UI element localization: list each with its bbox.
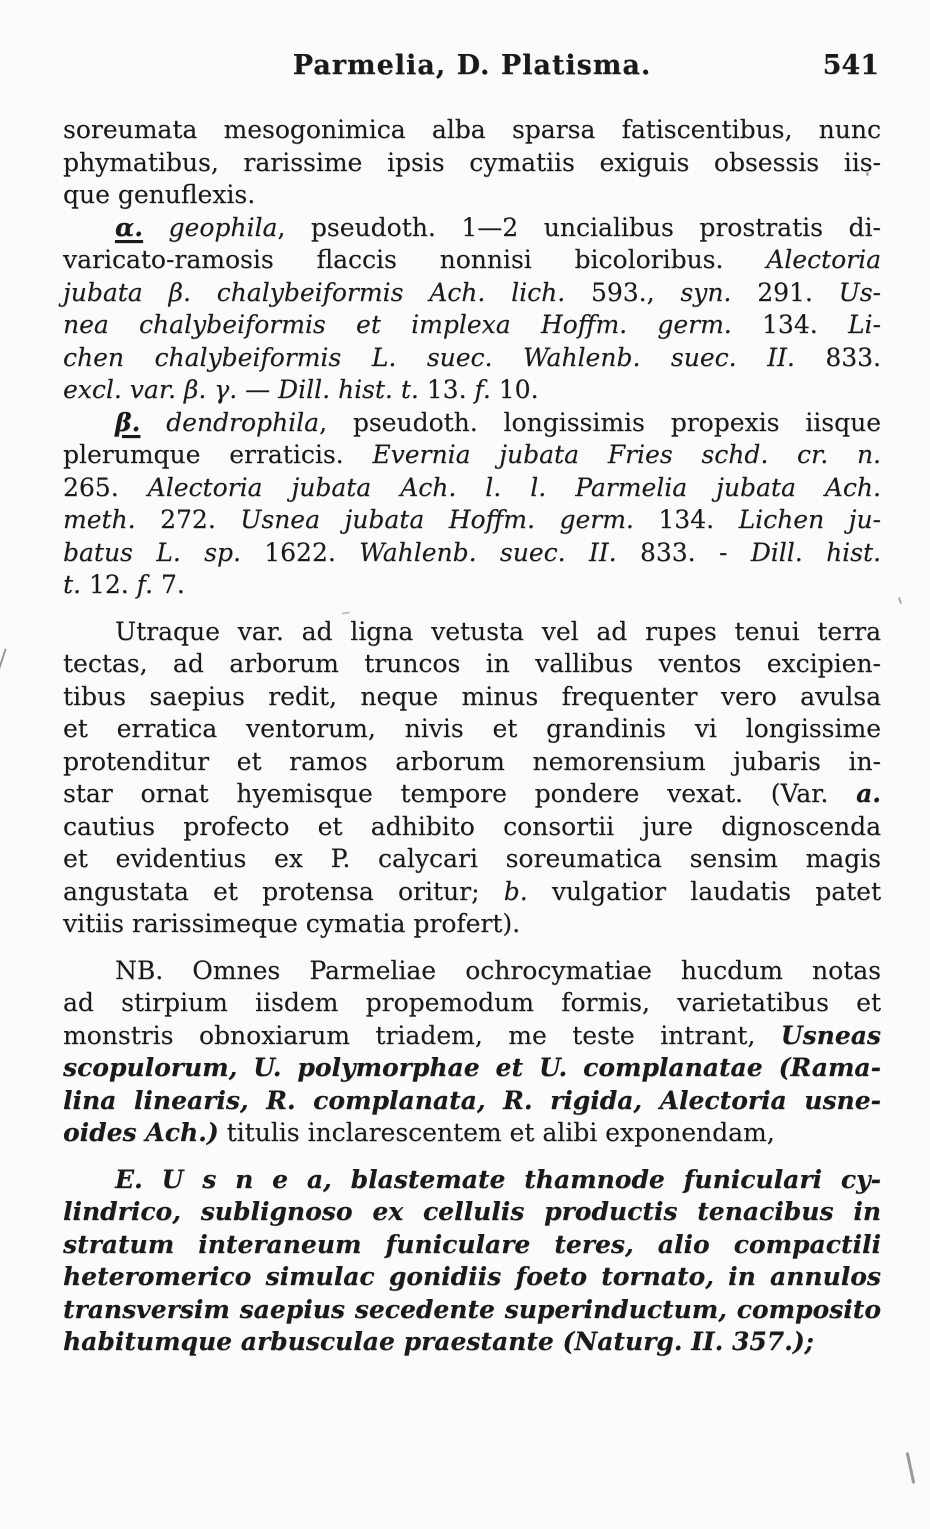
text-segment: 833. [825, 342, 881, 372]
text-segment: habitumque arbusculae praestante (Naturg. II. 357.); [63, 1327, 814, 1356]
text-segment: 593., [590, 277, 681, 307]
text-segment: 10. [498, 375, 539, 404]
text-segment: 1622. [264, 537, 360, 567]
text-segment: vitiis rarissimeque cymatia profert). [63, 909, 521, 938]
text-line [63, 908, 881, 941]
text-line [63, 569, 881, 602]
text-line [63, 1085, 881, 1118]
text-segment: b. [503, 876, 528, 906]
text-segment: Usnea jubata Hoffm. germ. [240, 505, 659, 534]
text-segment: phymatibus, rarissime ipsis cymatiis exiguis obsessis iis- [63, 147, 881, 177]
text-segment: tectas, ad arborum truncos in vallibus ventos excipien- [63, 649, 881, 678]
page-number: 541 [822, 50, 879, 81]
text-line [63, 537, 881, 570]
text-segment: f. [474, 375, 499, 404]
text-segment: vulgatior laudatis patet [527, 876, 882, 906]
paragraph [63, 1164, 881, 1359]
text-segment: , pseudoth. longissimis propexis iisque [319, 407, 881, 437]
text-segment [143, 213, 169, 242]
text-line [63, 277, 881, 310]
text-line [63, 212, 881, 245]
text-segment: E. U s n e a, blastemate thamnode funiculari cy- [115, 1164, 881, 1194]
text-segment: titulis inclarescentem et alibi exponendam, [218, 1118, 775, 1147]
text-segment: Usneas [780, 1020, 881, 1050]
text-segment: meth. [63, 505, 161, 534]
text-segment: 7. [160, 570, 185, 599]
text-line [63, 616, 881, 649]
text-segment: 833. - [639, 537, 751, 567]
text-segment: Wahlenb. suec. II. [359, 537, 640, 567]
text-line [63, 309, 881, 342]
text-line [63, 1196, 881, 1229]
text-line [63, 147, 881, 180]
text-segment: t. [63, 570, 89, 599]
text-line [63, 1261, 881, 1294]
text-line [63, 713, 881, 746]
text-segment: oides Ach.) [63, 1118, 219, 1147]
running-title: Parmelia, D. Platisma. [292, 50, 652, 81]
text-segment: jubata β. chalybeiformis Ach. lich. [63, 277, 591, 307]
text-segment: Li- [847, 310, 881, 339]
text-segment: Dill. hist. [750, 537, 881, 567]
text-line [63, 244, 881, 277]
text-segment: que genuflexis. [63, 180, 256, 209]
text-line [63, 778, 881, 811]
text-line [63, 407, 881, 440]
text-segment: 134. [762, 310, 848, 339]
page-body [63, 114, 881, 1359]
text-segment: batus L. sp. [63, 537, 265, 567]
text-segment: 134. [658, 505, 739, 534]
text-line [63, 876, 881, 909]
text-segment: NB. Omnes Parmeliae ochrocymatiae hucdum notas [115, 955, 881, 985]
text-segment [140, 408, 166, 437]
text-segment: syn. [680, 277, 758, 307]
text-line [63, 342, 881, 375]
text-line [63, 1164, 881, 1197]
text-segment: monstris obnoxiarum triadem, me teste intrant, [63, 1020, 781, 1050]
text-segment: geophila [168, 212, 278, 242]
text-segment: Us- [838, 277, 882, 307]
text-segment: ad stirpium iisdem propemodum formis, varietatibus et [63, 988, 881, 1017]
text-segment: heteromerico simulac gonidiis foeto tornato, in annulos [63, 1262, 881, 1291]
text-line [63, 472, 881, 505]
text-segment: Evernia jubata Fries schd. cr. n. [372, 440, 881, 469]
text-segment: 272. [160, 505, 241, 534]
text-line [63, 648, 881, 681]
text-segment: transversim saepius secedente superinductum, composito [63, 1294, 881, 1324]
text-line [63, 987, 881, 1020]
text-segment: Lichen ju- [738, 505, 881, 534]
text-segment: lina linearis, R. complanata, R. rigida, Alectoria usne- [63, 1085, 881, 1115]
text-segment: scopulorum, U. polymorphae et U. complanatae (Rama- [63, 1053, 881, 1082]
text-segment: 291. [757, 277, 839, 307]
text-line [63, 374, 881, 407]
text-line [63, 955, 881, 988]
text-segment: f. [136, 570, 161, 599]
text-line [63, 179, 881, 212]
text-segment: excl. var. β. γ. — Dill. hist. t. [63, 375, 427, 404]
text-segment: 12. [88, 570, 137, 599]
text-segment: angustata et protensa oritur; [63, 876, 504, 906]
text-segment: varicato-ramosis flaccis nonnisi bicoloribus. [63, 245, 767, 274]
text-line [63, 1294, 881, 1327]
text-segment: nea chalybeiformis et implexa Hoffm. germ. [63, 310, 763, 339]
ink-speck [898, 597, 902, 604]
text-line [63, 1229, 881, 1262]
text-segment: β. [115, 407, 141, 437]
text-line [63, 504, 881, 537]
text-segment: cautius profecto et adhibito consortii jure dignoscenda [63, 811, 881, 841]
paragraph [63, 407, 881, 602]
ink-speck [866, 172, 869, 176]
text-segment: plerumque erraticis. [63, 440, 373, 469]
text-segment: α. [115, 212, 143, 242]
text-line [63, 811, 881, 844]
text-segment: a. [856, 779, 881, 808]
text-segment: Alectoria [766, 245, 881, 274]
text-segment: protenditur et ramos arborum nemorensium jubaris in- [63, 746, 881, 776]
text-line [63, 746, 881, 779]
page-header [63, 50, 881, 88]
text-line [63, 1020, 881, 1053]
text-segment: , pseudoth. 1—2 uncialibus prostratis di- [277, 212, 881, 242]
text-line [63, 1052, 881, 1085]
text-line [63, 681, 881, 714]
text-segment: 265. [63, 472, 148, 502]
paragraph [63, 212, 881, 407]
ink-speck [0, 648, 7, 671]
paragraph [63, 955, 881, 1150]
text-segment: chen chalybeiformis L. suec. Wahlenb. suec. II. [63, 342, 826, 372]
text-segment: dendrophila [166, 407, 320, 437]
text-line [63, 114, 881, 147]
text-segment: tibus saepius redit, neque minus frequenter vero avulsa [63, 681, 881, 711]
paragraph [63, 114, 881, 212]
text-segment: stratum interaneum funiculare teres, alio compactili [63, 1229, 881, 1259]
text-segment: star ornat hyemisque tempore pondere vexat. (Var. [63, 779, 857, 808]
text-segment: et erratica ventorum, nivis et grandinis vi longissime [63, 714, 881, 743]
text-line [63, 1326, 881, 1359]
text-segment: et evidentius ex P. calycari soreumatica sensim magis [63, 844, 881, 873]
text-segment: soreumata mesogonimica alba sparsa fatiscentibus, nunc [63, 115, 881, 144]
text-segment: Utraque var. ad ligna vetusta vel ad rupes tenui terra [115, 616, 881, 646]
text-line [63, 843, 881, 876]
paragraph [63, 616, 881, 941]
text-line [63, 1117, 881, 1150]
text-segment: Alectoria jubata Ach. l. l. Parmelia jubata Ach. [147, 472, 881, 502]
text-line [63, 439, 881, 472]
text-segment: lindrico, sublignoso ex cellulis productis tenacibus in [63, 1197, 881, 1226]
text-segment: 13. [426, 375, 475, 404]
ink-speck [906, 1452, 916, 1484]
